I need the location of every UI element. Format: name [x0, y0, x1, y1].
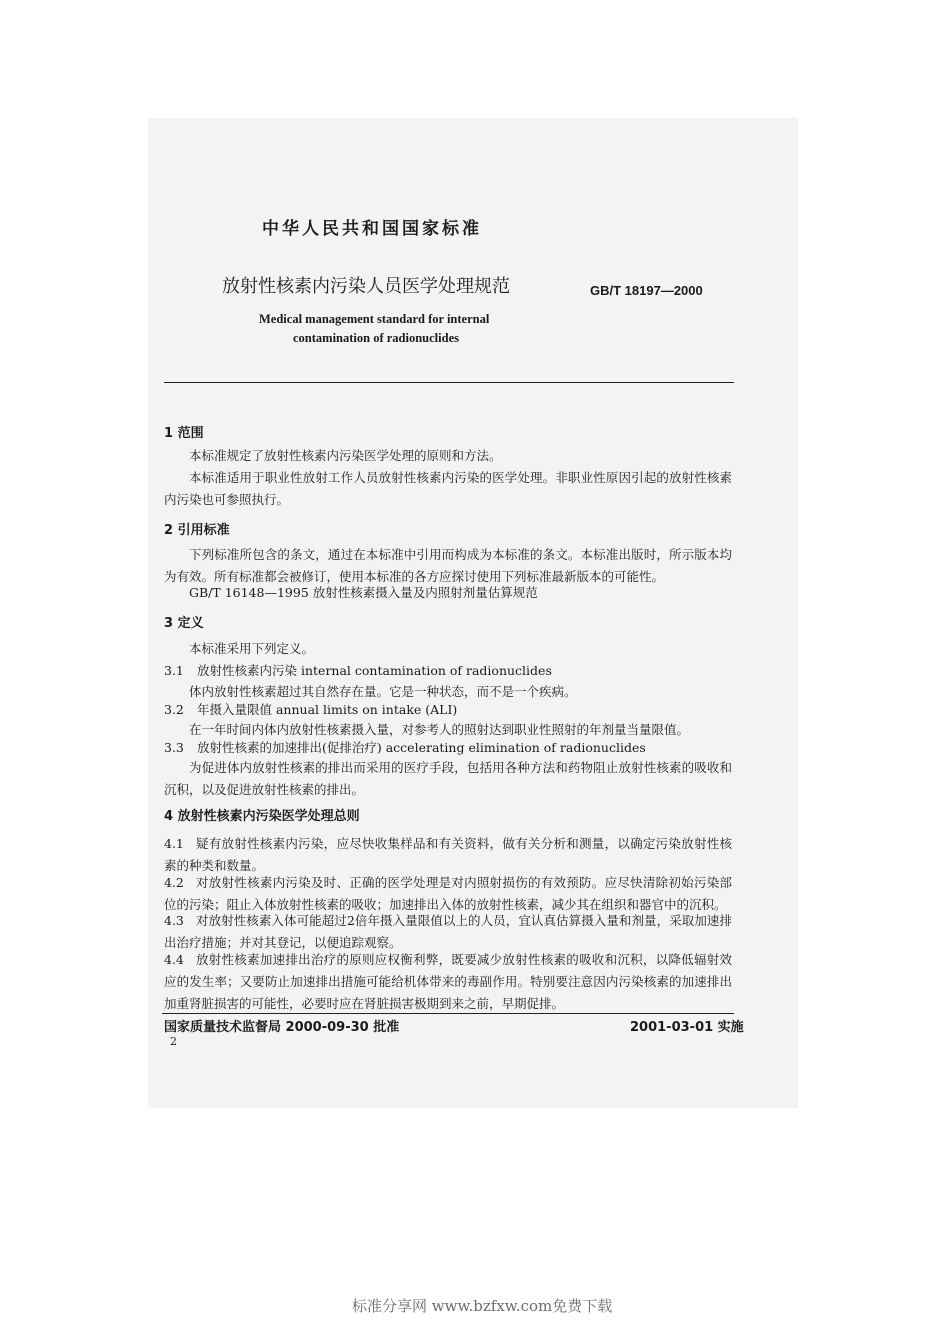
section-2-reference: GB/T 16148—1995 放射性核素摄入量及内照射剂量估算规范 — [189, 585, 538, 600]
clause-4-1-number: 4.1 — [164, 836, 184, 851]
section-1-paragraph-2: 本标准适用于职业性放射工作人员放射性核素内污染的医学处理。非职业性原因引起的放射性核素内污染也可参照执行。 — [164, 470, 732, 507]
section-3-intro: 本标准采用下列定义。 — [189, 641, 315, 656]
definition-3-2-text: 在一年时间内体内放射性核素摄入量，对参考人的照射达到职业性照射的年剂量当量限值。 — [189, 722, 690, 737]
clause-4-2-text: 对放射性核素内污染及时、正确的医学处理是对内照射损伤的有效预防。应尽快清除初始污染部位的污染；阻止入体放射性核素的吸收；加速排出入体的放射性核素，减少其在组织和器官中的沉积。 — [164, 875, 732, 912]
definition-3-3-term: 放射性核素的加速排出(促排治疗) accelerating elimination of radionuclides — [197, 740, 646, 755]
clause-4-3-number: 4.3 — [164, 913, 184, 928]
standard-code: GB/T 18197—2000 — [590, 283, 703, 298]
definition-3-2-term: 年摄入量限值 annual limits on intake (ALI) — [197, 702, 458, 717]
approval-date: 国家质量技术监督局 2000-09-30 批准 — [164, 1020, 400, 1035]
footer-divider — [162, 1013, 734, 1014]
document-title-en-line1: Medical management standard for internal — [259, 312, 490, 326]
header-divider — [164, 382, 734, 383]
section-4-heading: 4 放射性核素内污染医学处理总则 — [164, 809, 360, 824]
section-1-paragraph-1: 本标准规定了放射性核素内污染医学处理的原则和方法。 — [189, 448, 502, 463]
definition-3-1-term: 放射性核素内污染 internal contamination of radionuclides — [197, 663, 552, 678]
implementation-date: 2001-03-01 实施 — [630, 1020, 744, 1035]
section-2-paragraph: 下列标准所包含的条文，通过在本标准中引用而构成为本标准的条文。本标准出版时，所示版本均为有效。所有标准都会被修订，使用本标准的各方应探讨使用下列标准最新版本的可能性。 — [164, 547, 732, 584]
clause-4-4-text: 放射性核素加速排出治疗的原则应权衡利弊，既要减少放射性核素的吸收和沉积，以降低辐射效应的发生率；又要防止加速排出措施可能给机体带来的毒副作用。特别要注意因内污染核素的加速排出加重肾脏损害的可能性，必要时应在肾脏损害极期到来之前，早期促排。 — [164, 952, 732, 1011]
clause-4-3-text: 对放射性核素入体可能超过2倍年摄入量限值以上的人员，宜认真估算摄入量和剂量，采取加速排出治疗措施；并对其登记，以便追踪观察。 — [164, 913, 732, 950]
clause-4-4-number: 4.4 — [164, 952, 184, 967]
clause-4-2-number: 4.2 — [164, 875, 184, 890]
page-number: 2 — [170, 1035, 177, 1048]
definition-3-2-number: 3.2 — [164, 702, 184, 717]
definition-3-1-text: 体内放射性核素超过其自然存在量。它是一种状态，而不是一个疾病。 — [189, 684, 577, 699]
document-title-cn: 放射性核素内污染人员医学处理规范 — [222, 276, 510, 297]
section-2-heading: 2 引用标准 — [164, 523, 230, 538]
section-1-heading: 1 范围 — [164, 426, 204, 441]
definition-3-3-number: 3.3 — [164, 740, 184, 755]
document-title-en-line2: contamination of radionuclides — [293, 331, 459, 345]
section-3-heading: 3 定义 — [164, 616, 204, 631]
definition-3-3-text: 为促进体内放射性核素的排出而采用的医疗手段，包括用各种方法和药物阻止放射性核素的吸收和沉积，以及促进放射性核素的排出。 — [164, 760, 732, 797]
clause-4-1-text: 疑有放射性核素内污染，应尽快收集样品和有关资料，做有关分析和测量，以确定污染放射性核素的种类和数量。 — [164, 836, 732, 873]
definition-3-1-number: 3.1 — [164, 663, 184, 678]
watermark-text: 标准分享网 www.bzfxw.com免费下载 — [352, 1297, 613, 1315]
national-standard-title: 中华人民共和国国家标准 — [262, 219, 482, 239]
